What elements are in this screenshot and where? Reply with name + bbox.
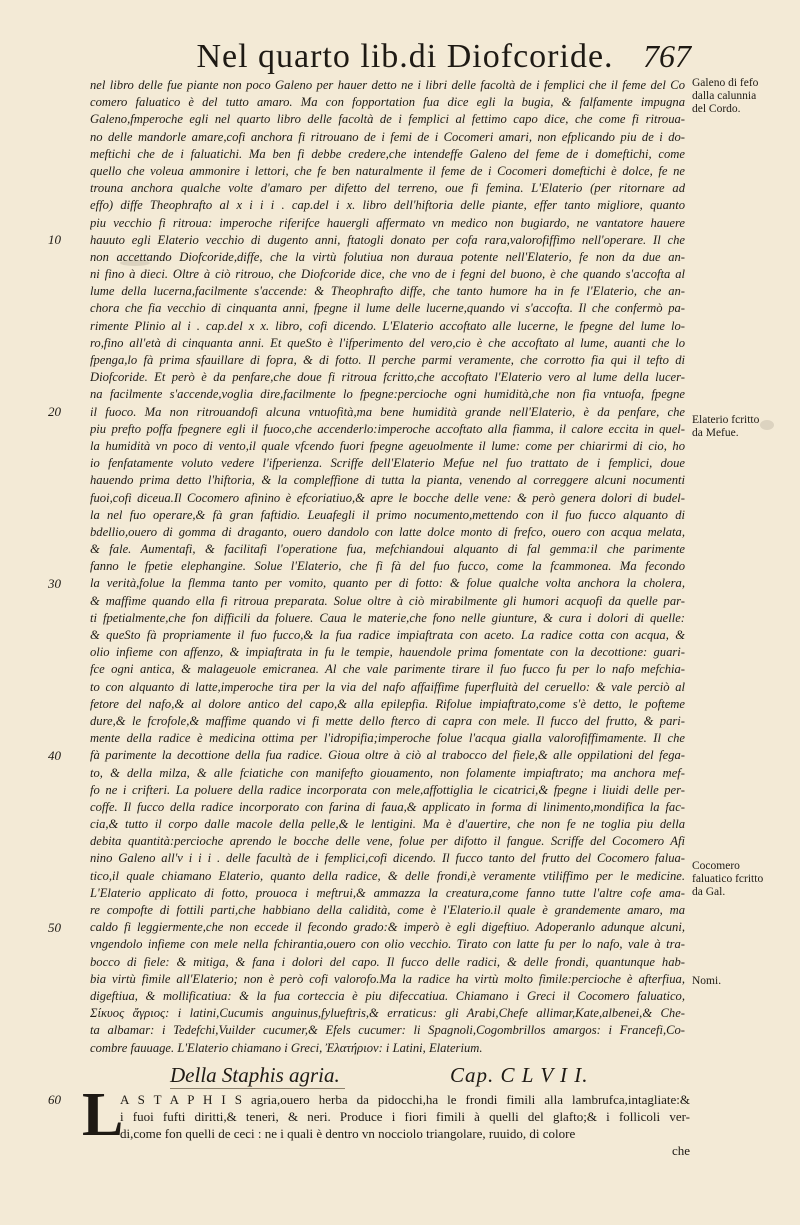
body-line: no delle mandorle amare,cofi anchora fi ritrouano de i femi de i Cocomeri amari, non efplicando piu de i do-	[90, 129, 685, 144]
chapter-underline	[170, 1088, 345, 1089]
running-header	[0, 38, 800, 78]
body-line: nel libro delle fue piante non poco Galeno per hauer detto ne i libri delle facoltà de i femplici che il feme del Co	[90, 78, 685, 92]
body-line: chora che fia vecchio di cinquanta anni, fpegne il lume delle lucerne,quando vi s'accofta. Il che confermò pa-	[90, 301, 685, 316]
body-line: dure,& le fcrofole,& maffime quando vi fi mette dello fterco di capra con mele. Il fucco del frutto, & pari-	[90, 713, 685, 728]
body-line: olio infieme con affenzo, & impiaftrata in fu le tempie, hauendole prima fomentate con la decottione: guari-	[90, 645, 685, 660]
body-line: fetore del nafo,& al dolore antico del capo,& alla epilepfia. Rifolue impiaftrato,come s'è detto, le pofteme	[90, 696, 685, 711]
body-line: cia,& tutto il corpo dalle macole della pelle,& le lentigini. Ma è d'auertire, che non fe ne toglia piu della	[90, 817, 685, 832]
body-line: & queSto fà propriamente il fuo fucco,& la fua radice impiaftrata con aceto. La radice cotta con acqua, &	[90, 628, 685, 642]
body-line: hauuto egli Elaterio vecchio di dugento anni, ftatogli donato per cofa rara,valorofiffimo nell'operare. Il che	[90, 232, 685, 247]
ink-stain	[760, 420, 774, 430]
body-line: tico,il quale chiamano Elaterio, quanto della radice, & delle frondi,è veramente vtiliffimo per le medicine.	[90, 868, 685, 883]
body-line: lume della lucerna,facilmente s'accende: & Theophrafto diffe, che tanto humore ha in fe l'Elaterio, che an-	[90, 284, 685, 299]
body-line: rimente Plinio al i . cap.del x x. libro, cofi dicendo. L'Elaterio accoftato alle lucerne, le fpegne del lume lo-	[90, 318, 685, 333]
margin-note-mefue: Elaterio fcritto da Mefue.	[692, 414, 760, 439]
body-line: combre fauuage. L'Elaterio chiamano i Greci, Ἐλατήριον: i Latini, Elaterium.	[90, 1040, 483, 1055]
chapter-title: Della Staphis agria.	[170, 1063, 340, 1087]
body-line: non accettando Diofcoride,diffe, che la virtù folutiua non duraua potente nell'Elaterio, fe non da due an-	[90, 249, 685, 264]
body-line: ro,fino all'età di cinquanta anni. Et queSto è l'ifperimento del vero,cio è che accoftato al lume, auanti che lo	[90, 335, 685, 350]
body-line: fanno le fpetie elephangine. Solue l'Elaterio, che fi fà del fuo fucco, come la fcammonea. Ma fecondo	[90, 559, 685, 574]
body-line: digeftiua, & mollificatiua: & la fua corteccia è piu difeccatiua. Chiamano i Greci il Cocomero faluatico,	[90, 988, 685, 1003]
body-line: quello che voleua ammonire i lettori, che fe ben naturalmente il feme de i Cocomeri domeftichi è dolce, fe ne	[90, 163, 685, 178]
line-number: 50	[48, 920, 61, 935]
body-line: piu prefto poffa fpegnere egli il fuoco,che accenderlo:imperoche accoftato alla fiamma, il calore eccita in quel-	[90, 421, 685, 436]
body-line: hauendo prima detto l'hiftoria, & la compleffione di tutta la pianta, venendo al correggere alcuni nocumenti	[90, 473, 685, 488]
body-line: mente della radice è medicina ottima per l'idropifia;imperoche folue l'acqua gialla valorofiffimamente. Il che	[90, 731, 685, 746]
body-line: ti fpetialmente,che fon difficili da foluere. Caua le materie,che fono nelle giunture, & cura i dolori di quelle:	[90, 610, 685, 625]
body-line: fce ogni antica, & malageuole emicranea. Al che vale parimente tirare il fuo fucco fu per lo nafo mefchia-	[90, 662, 685, 677]
body-line: meftichi che de i faluatichi. Ma ben fi debbe credere,che intendeffe Galeno del feme de i domeftichi, come	[90, 146, 685, 161]
body-line: caldo fi leggiermente,che non eccede il fecondo grado:& imperò è egli digeftiuo. Adoperanlo adunque alcuni,	[90, 920, 685, 935]
chapter-heading	[170, 1063, 690, 1087]
body-line: fuoi,cofi diceua.Il Cocomero afinino è efcoriatiuo,& apre le bocche delle vene: & però genera dolori di budel-	[90, 490, 685, 505]
body-line: fà parimente la decottione della fua radice. Gioua oltre à ciò al trabocco del fiele,& alle oppilationi del fega-	[90, 748, 685, 763]
body-line: io fenfatamente voluto vedere l'ifperienza. Scriffe dell'Elaterio Mefue nel fuo trattato de i femplici, doue	[90, 456, 685, 471]
body-line: to, & della milza, & alle fciatiche con manifefto giouamento, non folamente impiaftrato; ma anchora mef-	[90, 765, 685, 780]
line-number: 20	[48, 404, 61, 419]
body-line: debita quantità:percioche aprendo le bocche delle vene, folue per difotto il fangue. Scriffe del Cocomero Afi	[90, 834, 685, 849]
body-line: vngendolo infieme con mele nella fchirantia,ouero con olio vecchio. Tirato con latte fu per lo nafo, vale à tra-	[90, 937, 685, 952]
body-line: nino Galeno all'v i i i . delle facultà de i femplici,cofi dicendo. Il fucco tanto del frutto del Cocomero falua-	[90, 851, 685, 866]
body-line: fpenga,lo fà prima sfauillare di fopra, & di fotto. Il perche parmi veramente, che corrotto fia qui il tefto di	[90, 353, 685, 367]
body-line: & maffime quando ella fi ritroua preparata. Solue oltre à ciò mirabilmente gli humori acquofi da quelle par-	[90, 593, 685, 608]
body-line: L'Elaterio applicato di fotto, prouoca i meftrui,& ammazza la creatura,come fanno tutte l'altre cofe ama-	[90, 885, 685, 900]
chapter-line: di,come fon quelli de ceci : ne i quali è dentro vn nocciolo triangolare, ruuido, di colore	[120, 1126, 576, 1142]
body-line: bocco di fiele: & mitiga, & fana i dolori del capo. Il fucco delle radici, & delle frondi, quantunque hab-	[90, 954, 685, 969]
chapter-line: A S T A P H I S agria,ouero herba da pidocchi,ha le frondi fimili alla lambrufca,intagliate:&	[120, 1092, 690, 1107]
body-line: il fuoco. Ma non ritrouandofi alcuna vntuofità,ma bene humidità grande nell'Elaterio, è da penfare, che	[90, 404, 685, 419]
drop-cap-letter: L	[82, 1081, 124, 1149]
body-line: la nel fuo operare,& fà gran faftidio. Leuafegli il primo nocumento,mettendo con il fuo fucco alquanto di	[90, 507, 685, 522]
line-number-column	[48, 77, 78, 1107]
body-line: bdellio,ouero di gomma di draganto, ouero dandolo con latte dolce monto di frefco, ouero con acqua melata,	[90, 524, 685, 539]
body-text	[90, 77, 685, 1057]
body-line: comero faluatico è del tutto amaro. Ma con fopportation fua dice egli la bugia, & falfamente impugna	[90, 95, 685, 110]
margin-note-nomi: Nomi.	[692, 975, 722, 987]
body-line: la verità,folue la flemma tanto per vomito, quanto per di fotto: & folue qualche volta anchora la cholera,	[90, 576, 685, 591]
ink-stain	[120, 260, 150, 266]
body-line: fo ne i crifteri. La poluere della radice incorporata con mele,affottiglia le cicatrici,& fpegne i liuidi delle per-	[90, 782, 685, 797]
body-line: trouna anchora qualche volte d'amaro per difetto del terreno, oue fi femina. L'Elaterio (per ritornare ad	[90, 181, 685, 196]
line-number: 40	[48, 748, 61, 763]
catchword: che	[672, 1143, 691, 1158]
body-line: ta albamar: i Tedefchi,Vuilder cucumer,& Efels cucumer: li Spagnoli,Cogombrillos amargos: i Francefi,Co-	[90, 1023, 685, 1038]
line-number: 30	[48, 576, 61, 591]
margin-note-galeno: Galeno di fefo dalla calunnia del Cordo.	[692, 77, 759, 115]
line-number: 10	[48, 232, 61, 247]
header-title: Nel quarto lib.di Diofcoride.	[196, 38, 614, 75]
body-line: effo) diffe Theophrafto al x i i i . cap.del i x. libro dell'hiftoria delle piante, effer tanto migliore, quanto	[90, 198, 685, 213]
body-line: coffe. Il fucco della radice incorporato con farina di faua,& applicato in forma di linimento,mondifica la fac-	[90, 799, 685, 814]
body-line: Galeno,fmperoche egli nel quarto libro delle facoltà de i femplici al fettimo capo dice, che come fi ritroua-	[90, 112, 685, 127]
body-line: Σίκυος ἄγριος: i latini,Cucumis anguinus,fylueftris,& erraticus: gli Arabi,Chefe allimar,Kate,albenei,& Che-	[90, 1006, 685, 1021]
drop-cap	[82, 1081, 124, 1149]
body-line: ni fino à dieci. Oltre à ciò ritrouo, che Diofcoride dice, che vno de i fegni del buono, è che quando s'accofta al	[90, 267, 685, 282]
body-line: la humidità vn poco di vento,il quale vfcendo fuori fpegne ageuolmente il lume: come per chiarirmi di cio, ho	[90, 438, 685, 453]
body-line: Diofcoride. Et però è da penfare,che doue fi ritroua fcritto,che accoftato l'Elaterio vero al lume della lucer-	[90, 370, 685, 385]
body-line: piu vecchio fi ritroua: imperoche riferifce hauergli affermato vn medico non bugiardo, ne vantatore hauere	[90, 215, 685, 230]
body-line: to con alquanto di latte,imperoche tira per la via del nafo affaiffime fuperfluità del ceruello: & vale perciò al	[90, 679, 685, 694]
margin-note-cocomero: Cocomero faluatico fcritto da Gal.	[692, 860, 764, 898]
page-number: 767	[643, 38, 691, 74]
chapter-number: Cap. C L V I I.	[450, 1063, 589, 1087]
chapter-line: i fuoi fufti diritti,& teneri, & neri. Produce i fiori fimili à quelli del glafto;& i follicoli ver-	[120, 1109, 690, 1125]
line-number: 60	[48, 1092, 61, 1107]
chapter-text	[120, 1091, 690, 1143]
body-line: bia virtù fimile all'Elaterio; non è però cofi valorofo.Ma la radice ha virtù molto fimile:percioche è afterfiua,	[90, 971, 685, 986]
body-line: na facilmente s'accende,voglia dire,facilmente lo fpegne:percioche ogni humidità,che non fia vntuofa, fpegne	[90, 387, 685, 402]
body-line: & fale. Aumentafi, & facilitafi l'operatione fua, mefchiandoui alquanto di fal gemma:il che parimente	[90, 542, 685, 557]
body-line: re compofte di fottili parti,che habbiano della calidità, come è l'Elaterio.il quale è grandemente amaro, ma	[90, 903, 685, 917]
